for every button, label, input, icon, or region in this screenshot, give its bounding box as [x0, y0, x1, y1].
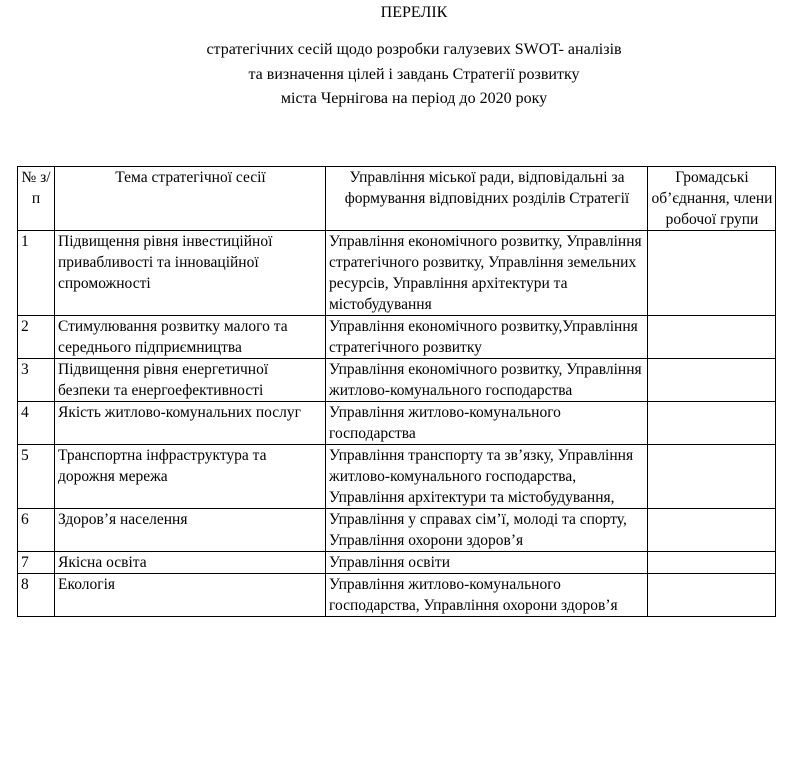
row-topic: Транспортна інфраструктура та дорожня мережа	[55, 445, 326, 509]
header-topic: Тема стратегічної сесії	[55, 167, 326, 231]
row-number: 8	[18, 574, 55, 617]
table-header-row	[18, 167, 776, 231]
subtitle-line: міста Чернігова на період до 2020 року	[280, 90, 548, 107]
row-number: 7	[18, 552, 55, 574]
table-row	[18, 445, 776, 509]
table-row	[18, 402, 776, 445]
row-groups	[648, 359, 776, 402]
document-subtitle	[0, 38, 786, 112]
table-row	[18, 359, 776, 402]
row-topic: Якісна освіта	[55, 552, 326, 574]
row-number: 4	[18, 402, 55, 445]
row-departments: Управління економічного розвитку, Управління стратегічного розвитку, Управління земельних ресурсів, Управління архітектури та містобудування	[326, 231, 648, 316]
row-groups	[648, 402, 776, 445]
row-groups	[648, 231, 776, 316]
subtitle-line: та визначення цілей і завдань Стратегії розвитку	[248, 65, 580, 83]
document-title: ПЕРЕЛІК	[380, 4, 448, 21]
row-groups	[648, 574, 776, 617]
row-departments: Управління транспорту та зв’язку, Управління житлово-комунального господарства, Управління архітектури та містобудування,	[326, 445, 648, 509]
table-row	[18, 574, 776, 617]
row-topic: Підвищення рівня енергетичної безпеки та енергоефективності	[55, 359, 326, 402]
row-departments: Управління житлово-комунального господарства	[326, 402, 648, 445]
row-number: 3	[18, 359, 55, 402]
row-departments: Управління житлово-комунального господарства, Управління охорони здоров’я	[326, 574, 648, 617]
row-departments: Управління економічного розвитку,Управління стратегічного розвитку	[326, 316, 648, 359]
row-departments: Управління освіти	[326, 552, 648, 574]
row-groups	[648, 316, 776, 359]
header-number: № з/п	[18, 167, 55, 231]
row-number: 5	[18, 445, 55, 509]
row-topic: Стимулювання розвитку малого та середнього підприємництва	[55, 316, 326, 359]
row-departments: Управління економічного розвитку, Управління житлово-комунального господарства	[326, 359, 648, 402]
row-departments: Управління у справах сім’ї, молоді та спорту, Управління охорони здоров’я	[326, 509, 648, 552]
row-number: 1	[18, 231, 55, 316]
header-departments: Управління міської ради, відповідальні за формування відповідних розділів Стратегії	[326, 167, 648, 231]
row-topic: Підвищення рівня інвестиційної привабливості та інноваційної спроможності	[55, 231, 326, 316]
table-row	[18, 509, 776, 552]
table-row	[18, 552, 776, 574]
row-topic: Екологія	[55, 574, 326, 617]
row-groups	[648, 445, 776, 509]
subtitle-line: стратегічних сесій щодо розробки галузевих SWOT- аналізів	[206, 41, 622, 58]
row-groups	[648, 509, 776, 552]
row-topic: Якість житлово-комунальних послуг	[55, 402, 326, 445]
row-number: 6	[18, 509, 55, 552]
row-groups	[648, 552, 776, 574]
row-number: 2	[18, 316, 55, 359]
table-row	[18, 231, 776, 316]
header-groups: Громадські об’єднання, члени робочої групи	[648, 167, 776, 231]
table-row	[18, 316, 776, 359]
row-topic: Здоров’я населення	[55, 509, 326, 552]
sessions-table	[17, 166, 776, 617]
